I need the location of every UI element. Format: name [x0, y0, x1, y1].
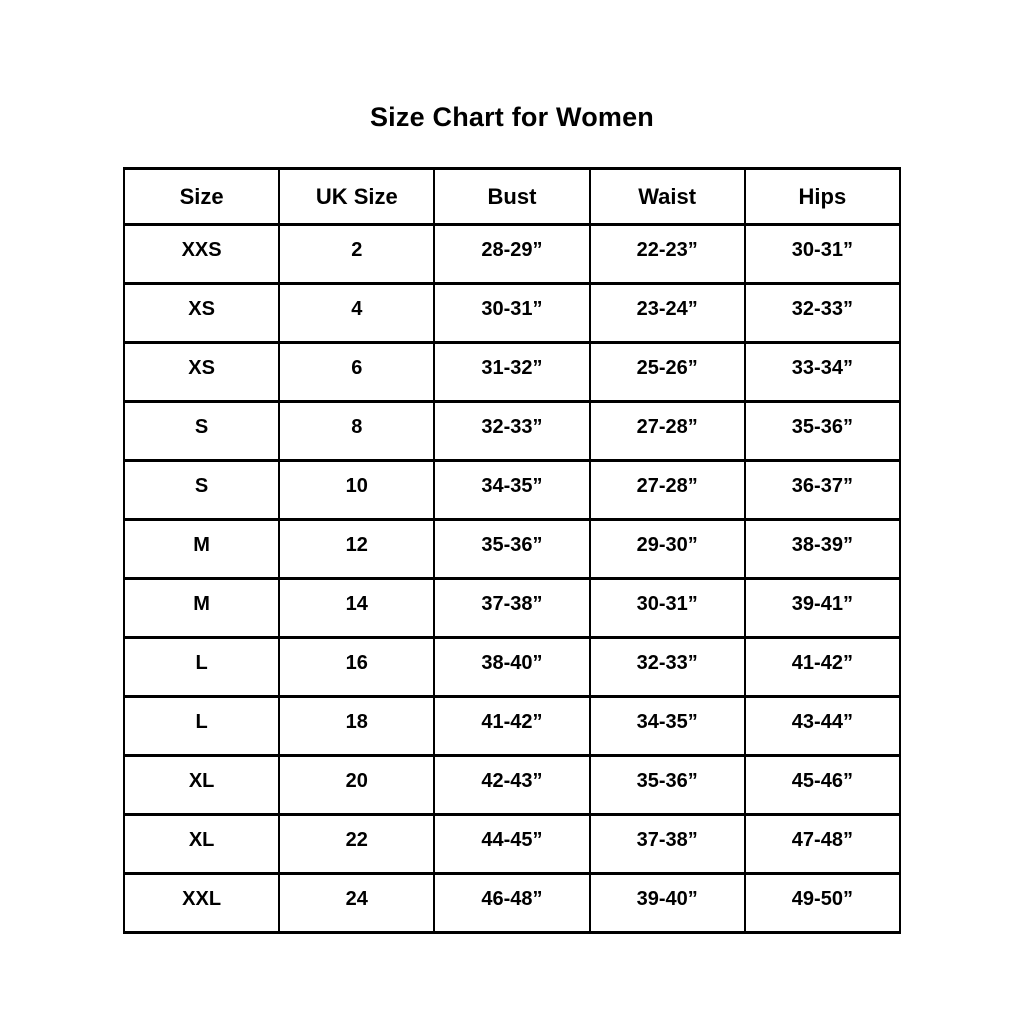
table-cell: 41-42” [745, 638, 900, 697]
table-cell: 35-36” [434, 520, 589, 579]
table-row [124, 815, 900, 874]
table-row [124, 461, 900, 520]
table-cell: 38-40” [434, 638, 589, 697]
table-row [124, 225, 900, 284]
size-table-header [124, 169, 900, 225]
table-cell: 28-29” [434, 225, 589, 284]
table-cell: 23-24” [590, 284, 745, 343]
column-header: UK Size [279, 169, 434, 225]
table-row [124, 756, 900, 815]
header-row [124, 169, 900, 225]
table-cell: 35-36” [590, 756, 745, 815]
column-header: Hips [745, 169, 900, 225]
table-cell: 44-45” [434, 815, 589, 874]
table-cell: 20 [279, 756, 434, 815]
table-cell: 22 [279, 815, 434, 874]
table-cell: 33-34” [745, 343, 900, 402]
table-cell: 8 [279, 402, 434, 461]
table-cell: 45-46” [745, 756, 900, 815]
table-cell: 25-26” [590, 343, 745, 402]
table-cell: 43-44” [745, 697, 900, 756]
table-cell: XS [124, 284, 279, 343]
table-cell: M [124, 579, 279, 638]
table-cell: 36-37” [745, 461, 900, 520]
table-cell: 32-33” [434, 402, 589, 461]
column-header: Waist [590, 169, 745, 225]
table-cell: XL [124, 756, 279, 815]
table-cell: XS [124, 343, 279, 402]
page-title: Size Chart for Women [369, 102, 655, 132]
table-cell: XL [124, 815, 279, 874]
table-cell: 18 [279, 697, 434, 756]
table-cell: 37-38” [434, 579, 589, 638]
table-cell: XXL [124, 874, 279, 933]
column-header: Size [124, 169, 279, 225]
table-row [124, 343, 900, 402]
table-cell: XXS [124, 225, 279, 284]
table-cell: 42-43” [434, 756, 589, 815]
table-row [124, 284, 900, 343]
table-cell: 24 [279, 874, 434, 933]
table-row [124, 638, 900, 697]
table-row [124, 579, 900, 638]
table-cell: 34-35” [434, 461, 589, 520]
table-cell: 12 [279, 520, 434, 579]
table-cell: 39-40” [590, 874, 745, 933]
column-header: Bust [434, 169, 589, 225]
table-cell: 30-31” [434, 284, 589, 343]
size-table-body [124, 225, 900, 933]
table-cell: 22-23” [590, 225, 745, 284]
table-cell: 29-30” [590, 520, 745, 579]
table-cell: 46-48” [434, 874, 589, 933]
table-cell: 14 [279, 579, 434, 638]
table-row [124, 520, 900, 579]
table-cell: 38-39” [745, 520, 900, 579]
table-cell: 32-33” [590, 638, 745, 697]
table-cell: 4 [279, 284, 434, 343]
table-cell: 49-50” [745, 874, 900, 933]
table-cell: 37-38” [590, 815, 745, 874]
table-cell: 32-33” [745, 284, 900, 343]
table-cell: L [124, 638, 279, 697]
table-cell: S [124, 402, 279, 461]
table-cell: 2 [279, 225, 434, 284]
table-cell: 10 [279, 461, 434, 520]
table-cell: 16 [279, 638, 434, 697]
table-cell: 30-31” [745, 225, 900, 284]
table-cell: 30-31” [590, 579, 745, 638]
table-row [124, 697, 900, 756]
table-cell: L [124, 697, 279, 756]
table-cell: 31-32” [434, 343, 589, 402]
table-cell: S [124, 461, 279, 520]
table-row [124, 402, 900, 461]
table-cell: M [124, 520, 279, 579]
table-cell: 39-41” [745, 579, 900, 638]
table-cell: 27-28” [590, 461, 745, 520]
table-cell: 35-36” [745, 402, 900, 461]
table-cell: 47-48” [745, 815, 900, 874]
size-chart-table [123, 167, 901, 934]
table-cell: 6 [279, 343, 434, 402]
table-cell: 41-42” [434, 697, 589, 756]
table-row [124, 874, 900, 933]
table-cell: 34-35” [590, 697, 745, 756]
table-cell: 27-28” [590, 402, 745, 461]
